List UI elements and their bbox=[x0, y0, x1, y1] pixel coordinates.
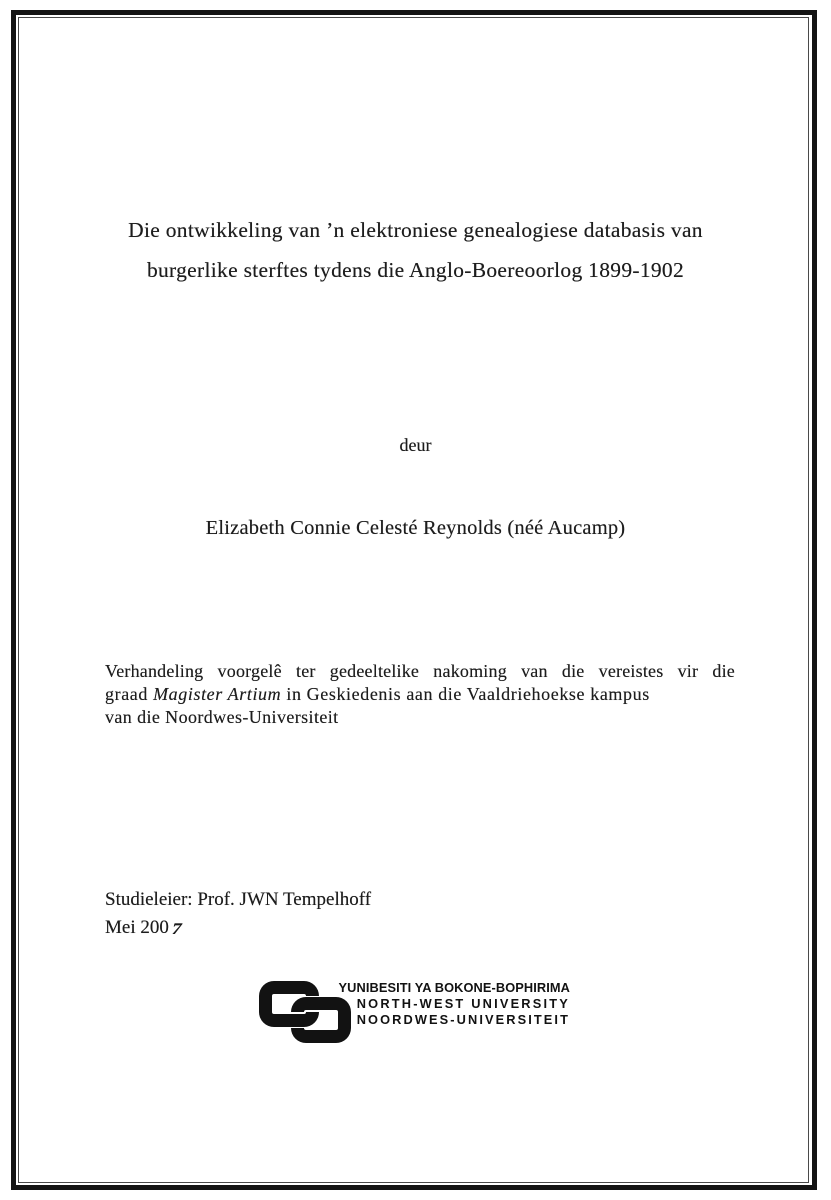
wordmark-english: NORTH-WEST UNIVERSITY bbox=[356, 996, 570, 1011]
date-line bbox=[105, 914, 371, 942]
supervisor-line: Studieleier: Prof. JWN Tempelhoff bbox=[105, 889, 372, 910]
wordmark-afrikaans: NOORDWES-UNIVERSITEIT bbox=[356, 1012, 570, 1027]
degree-name-italic: Magister Artium bbox=[153, 684, 282, 704]
date-prefix: Mei 200 bbox=[105, 917, 169, 938]
thesis-title bbox=[0, 210, 831, 290]
thesis-title-line-1: Die ontwikkeling van ’n elektroniese genealogiese databasis van bbox=[128, 218, 703, 242]
submission-line-2-pre: graad bbox=[105, 684, 154, 704]
byline: deur bbox=[399, 435, 432, 455]
date-last-digit: 7 bbox=[169, 920, 184, 939]
wordmark-setswana: YUNIBESITI YA BOKONE-BOPHIRIMA bbox=[338, 980, 570, 995]
submission-line-2 bbox=[105, 683, 735, 706]
university-wordmark bbox=[314, 980, 570, 1028]
submission-line-1: Verhandeling voorgelê ter gedeeltelike nakoming van die vereistes vir die bbox=[105, 661, 735, 681]
author-name: Elizabeth Connie Celesté Reynolds (néé Aucamp) bbox=[205, 517, 626, 539]
submission-line-2-post: in Geskiedenis aan die Vaaldriehoekse kampus bbox=[281, 684, 650, 704]
submission-line-3: van die Noordwes-Universiteit bbox=[105, 707, 339, 727]
credits-block bbox=[105, 886, 371, 942]
thesis-title-line-2: burgerlike sterftes tydens die Anglo-Boereoorlog 1899-1902 bbox=[146, 258, 685, 282]
submission-statement bbox=[105, 660, 735, 729]
